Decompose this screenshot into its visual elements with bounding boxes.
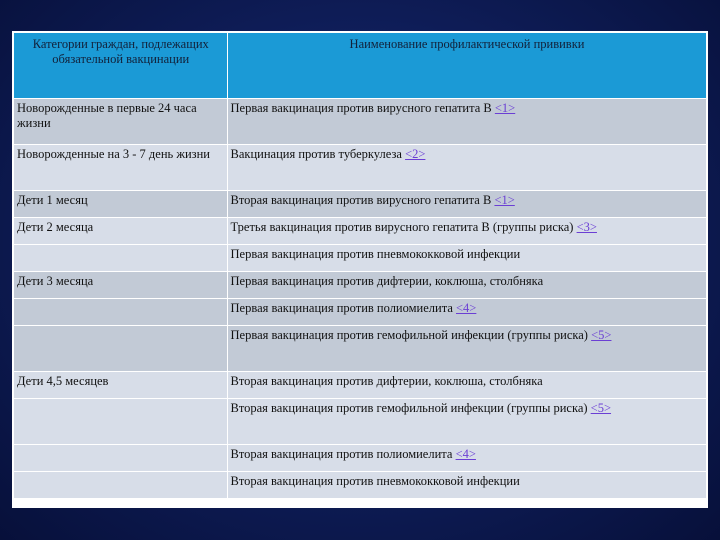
table-body [14,99,706,499]
category-cell: Новорожденные в первые 24 часа жизни [14,99,227,145]
vaccine-text: Вторая вакцинация против вирусного гепатита В [230,193,492,207]
category-cell: Дети 2 месяца [14,218,227,245]
vaccine-text: Вторая вакцинация против полиомиелита [230,447,453,461]
footnote-ref-link[interactable]: <4> [455,447,476,461]
category-cell [14,399,227,445]
vaccine-cell [227,399,706,445]
table-row [14,99,706,145]
category-cell [14,299,227,326]
vaccine-text: Первая вакцинация против гемофильной инфекции (группы риска) [230,328,588,342]
category-cell: Дети 1 месяц [14,191,227,218]
table-row [14,245,706,272]
category-cell [14,326,227,372]
table-row [14,326,706,372]
table-row [14,372,706,399]
vaccine-text: Первая вакцинация против дифтерии, коклюша, столбняка [230,274,544,288]
footnote-ref-link[interactable]: <5> [590,401,612,415]
table-row [14,191,706,218]
table-row [14,445,706,472]
vaccine-cell [227,99,706,145]
vaccine-cell [227,245,706,272]
header-vaccine: Наименование профилактической прививки [227,33,706,99]
category-cell [14,445,227,472]
footnote-ref-link[interactable]: <2> [405,147,426,161]
vaccine-cell [227,445,706,472]
header-category: Категории граждан, подлежащих обязательной вакцинации [14,33,227,99]
category-cell [14,472,227,499]
vaccine-cell [227,272,706,299]
vaccine-cell [227,218,706,245]
vaccine-text: Первая вакцинация против пневмококковой инфекции [230,247,521,261]
category-cell: Дети 3 месяца [14,272,227,299]
vaccine-cell [227,299,706,326]
table-row [14,472,706,499]
vaccine-cell [227,191,706,218]
footnote-ref-link[interactable]: <1> [494,193,515,207]
vaccine-text: Первая вакцинация против вирусного гепатита В [230,101,492,115]
footnote-ref-link[interactable]: <1> [494,101,516,115]
vaccine-cell [227,372,706,399]
category-cell [14,245,227,272]
vaccine-text: Первая вакцинация против полиомиелита [230,301,453,315]
vaccination-table [14,33,707,499]
footnote-ref-link[interactable]: <3> [576,220,597,234]
vaccine-text: Вакцинация против туберкулеза [230,147,402,161]
vaccine-text: Вторая вакцинация против дифтерии, коклюша, столбняка [230,374,543,388]
table-row [14,272,706,299]
vaccine-text: Вторая вакцинация против пневмококковой инфекции [230,474,520,488]
vaccine-text: Третья вакцинация против вирусного гепатита В (группы риска) [230,220,574,234]
table-row [14,145,706,191]
vaccine-cell [227,145,706,191]
category-cell: Дети 4,5 месяцев [14,372,227,399]
footnote-ref-link[interactable]: <4> [456,301,477,315]
table-row [14,299,706,326]
table-row [14,399,706,445]
vaccine-cell [227,326,706,372]
table-row [14,218,706,245]
vaccine-text: Вторая вакцинация против гемофильной инфекции (группы риска) [230,401,588,415]
category-cell: Новорожденные на 3 - 7 день жизни [14,145,227,191]
footnote-ref-link[interactable]: <5> [591,328,612,342]
vaccine-cell [227,472,706,499]
table-header-row [14,33,706,99]
